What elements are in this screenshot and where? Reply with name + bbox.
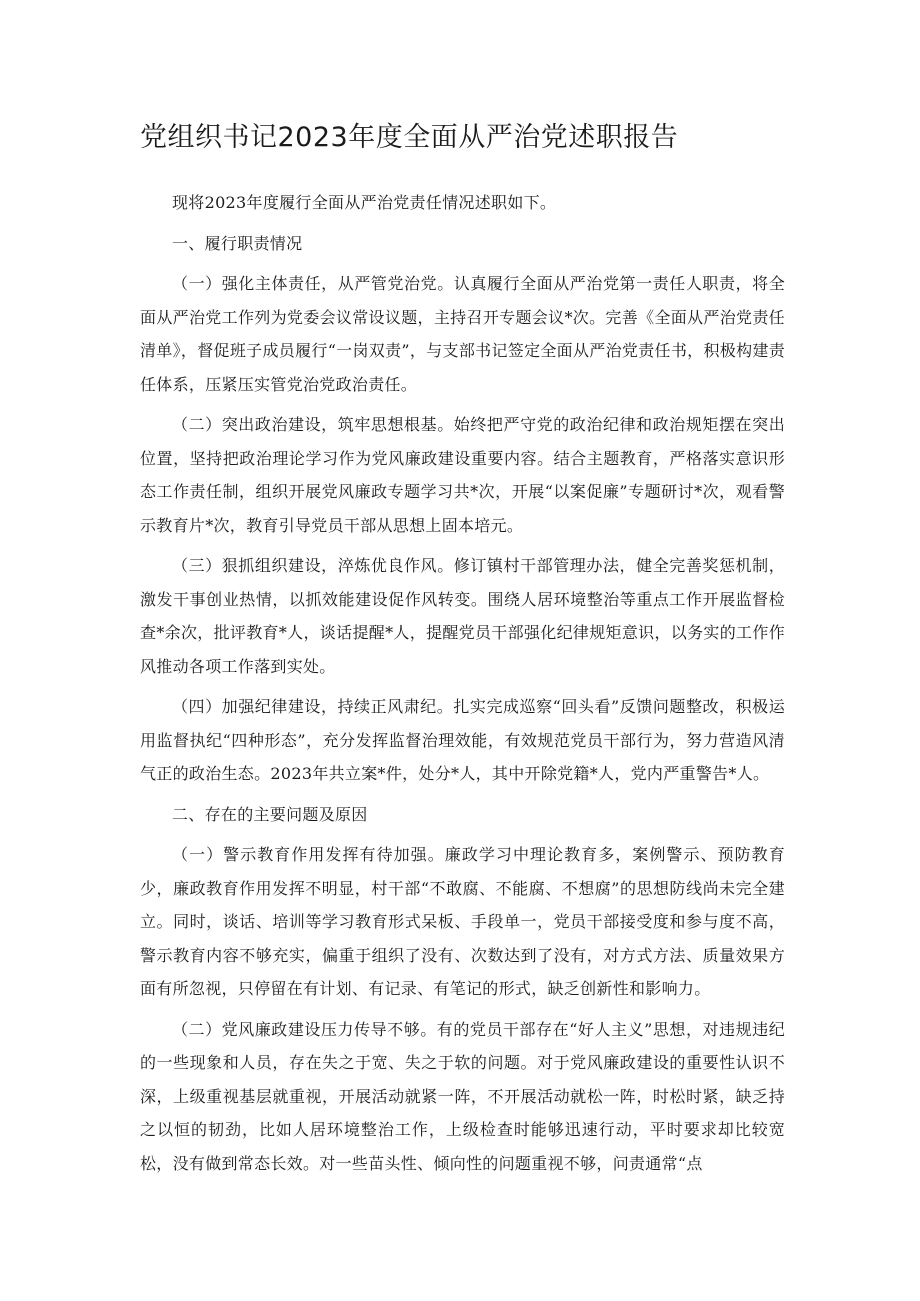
- section1-paragraph-1: （一）强化主体责任，从严管党治党。认真履行全面从严治党第一责任人职责，将全面从严治党工作列为党委会议常设议题，主持召开专题会议*次。完善《全面从严治党责任清单》，督促班子成员履行“一岗双责”，与支部书记签定全面从严治党责任书，积极构建责任体系，压紧压实管党治党政治责任。: [140, 274, 785, 394]
- section-heading-2: 二、存在的主要问题及原因: [172, 804, 368, 824]
- section1-paragraph-2: （二）突出政治建设，筑牢思想根基。始终把严守党的政治纪律和政治规矩摆在突出位置，坚持把政治理论学习作为党风廉政建设重要内容。结合主题教育，严格落实意识形态工作责任制，组织开展党风廉政专题学习共*次，开展“以案促廉”专题研讨*次，观看警示教育片*次，教育引导党员干部从思想上固本培元。: [140, 415, 785, 535]
- section2-paragraph-1: （一）警示教育作用发挥有待加强。廉政学习中理论教育多，案例警示、预防教育少，廉政教育作用发挥不明显，村干部“不敢腐、不能腐、不想腐”的思想防线尚未完全建立。同时，谈话、培训等学习教育形式呆板、手段单一，党员干部接受度和参与度不高，警示教育内容不够充实，偏重于组织了没有、次数达到了没有，对方式方法、质量效果方面有所忽视，只停留在有计划、有记录、有笔记的形式，缺乏创新性和影响力。: [140, 845, 785, 998]
- section-heading-1: 一、履行职责情况: [172, 233, 303, 253]
- section2-paragraph-2: （二）党风廉政建设压力传导不够。有的党员干部存在“好人主义”思想，对违规违纪的一些现象和人员，存在失之于宽、失之于软的问题。对于党风廉政建设的重要性认识不深，上级重视基层就重视，开展活动就紧一阵，不开展活动就松一阵，时松时紧，缺乏持之以恒的韧劲，比如人居环境整治工作，上级检查时能够迅速行动，平时要求却比较宽松，没有做到常态长效。对一些苗头性、倾向性的问题重视不够，问责通常“点: [140, 1019, 785, 1173]
- document-title: 党组织书记2023年度全面从严治党述职报告: [140, 122, 679, 153]
- section1-paragraph-4: （四）加强纪律建设，持续正风肃纪。扎实完成巡察“回头看”反馈问题整改，积极运用监督执纪“四种形态”，充分发挥监督治理效能，有效规范党员干部行为，努力营造风清气正的政治生态。2023年共立案*件，处分*人，其中开除党籍*人，党内严重警告*人。: [140, 697, 785, 783]
- section1-paragraph-3: （三）狠抓组织建设，淬炼优良作风。修订镇村干部管理办法，健全完善奖惩机制，激发干事创业热情，以抓效能建设促作风转变。围绕人居环境整治等重点工作开展监督检查*余次，批评教育*人，谈话提醒*人，提醒党员干部强化纪律规矩意识，以务实的工作作风推动各项工作落到实处。: [140, 556, 785, 676]
- intro-paragraph: 现将2023年度履行全面从严治党责任情况述职如下。: [172, 193, 557, 212]
- document-page: [140, 112, 785, 1187]
